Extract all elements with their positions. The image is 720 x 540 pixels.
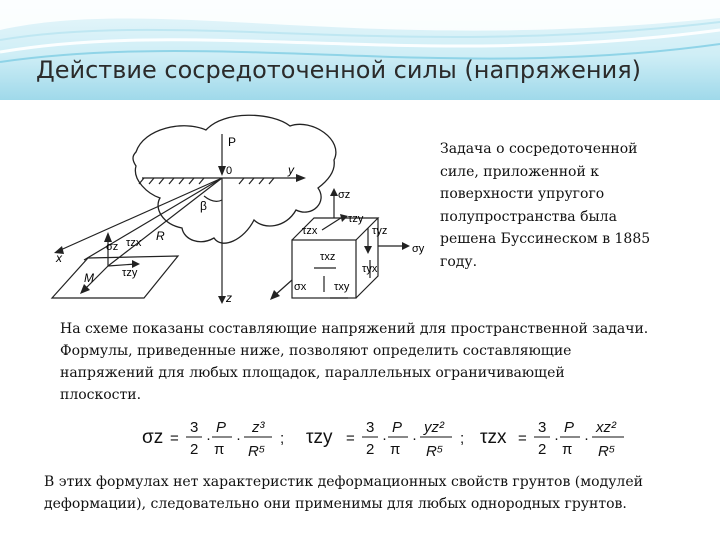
cube-sigma-z: σz: [338, 189, 351, 201]
svg-text:=: =: [170, 430, 179, 447]
side-paragraph: Задача о сосредоточенной силе, приложенной к поверхности упругого полупространства была решена Буссинеском в 1885 году.: [440, 141, 651, 270]
formula-sigma-z: [142, 419, 284, 460]
formula-1-lhs: σz: [142, 427, 164, 448]
label-tau-zx: τzx: [126, 237, 142, 249]
cube-sigma-x: σx: [294, 281, 307, 293]
slide-title: Действие сосредоточенной силы (напряжения): [36, 56, 641, 84]
mid-paragraph-1: На схеме показаны составляющие напряжений для пространственной задачи.: [60, 321, 649, 337]
mid-text-block: [60, 318, 650, 406]
formula-2-coef-den: 2: [366, 441, 375, 458]
svg-text:·: ·: [554, 430, 559, 447]
label-M: M: [84, 271, 94, 285]
formula-2-den: R⁵: [426, 443, 444, 460]
label-P: P: [228, 135, 237, 149]
label-beta: β: [200, 199, 207, 213]
bottom-paragraph: В этих формулах нет характеристик деформационных свойств грунтов (модулей деформации), следовательно они применимы для любых однородных грунтов.: [44, 474, 643, 512]
cube-tau-yz: τyz: [372, 225, 388, 237]
cube-tau-zy: τzy: [348, 213, 364, 225]
formula-3-coef-num: 3: [538, 419, 547, 436]
title-bar: [0, 0, 720, 100]
formula-3-den: R⁵: [598, 443, 616, 460]
formula-3-lhs: τzx: [480, 427, 507, 448]
formula-2-pi: π: [390, 441, 401, 458]
label-sigma-z: σz: [106, 241, 119, 253]
formula-tau-zx: [480, 419, 624, 460]
cube-tau-xy: τxy: [334, 281, 350, 293]
formula-3-coef-den: 2: [538, 441, 547, 458]
formula-2-lhs: τzy: [306, 427, 333, 448]
formula-1-coef-den: 2: [190, 441, 199, 458]
formula-1-num: z³: [252, 419, 265, 436]
label-R: R: [156, 229, 165, 243]
label-tau-zy: τzy: [122, 267, 138, 279]
formula-2-num: yz²: [424, 419, 444, 436]
label-x: x: [56, 251, 62, 265]
svg-text:=: =: [346, 430, 355, 447]
mid-paragraph-2: Формулы, приведенные ниже, позволяют определить составляющие напряжений для любых площадок, параллельных ограничивающей плоскости.: [60, 343, 572, 403]
svg-text:;: ;: [460, 430, 465, 447]
formula-3-pi: π: [562, 441, 573, 458]
formula-1-coef-num: 3: [190, 419, 199, 436]
svg-text:;: ;: [280, 430, 285, 447]
label-z: z: [226, 291, 232, 305]
formula-2-P: P: [392, 419, 403, 436]
decorative-waves: [0, 0, 720, 100]
formula-3-P: P: [564, 419, 575, 436]
formula-1-den: R⁵: [248, 443, 266, 460]
cube-tau-xz: τxz: [320, 251, 336, 263]
svg-text:·: ·: [584, 430, 589, 447]
stress-diagram: [44, 100, 436, 322]
label-origin: 0: [226, 165, 233, 177]
cube-tau-zx: τzx: [302, 225, 318, 237]
formula-3-num: xz²: [596, 419, 616, 436]
svg-text:·: ·: [382, 430, 387, 447]
svg-text:·: ·: [206, 430, 211, 447]
cube-tau-yx: τyx: [362, 263, 378, 275]
cube-sigma-y: σy: [412, 243, 425, 255]
svg-text:·: ·: [236, 430, 241, 447]
formula-1-P: P: [216, 419, 227, 436]
formula-box: [134, 408, 634, 466]
formula-2-coef-num: 3: [366, 419, 375, 436]
svg-text:=: =: [518, 430, 527, 447]
formulas: [134, 408, 634, 466]
formula-1-pi: π: [214, 441, 225, 458]
label-y: y: [288, 163, 294, 177]
svg-text:·: ·: [412, 430, 417, 447]
formula-tau-zy: [306, 419, 464, 460]
